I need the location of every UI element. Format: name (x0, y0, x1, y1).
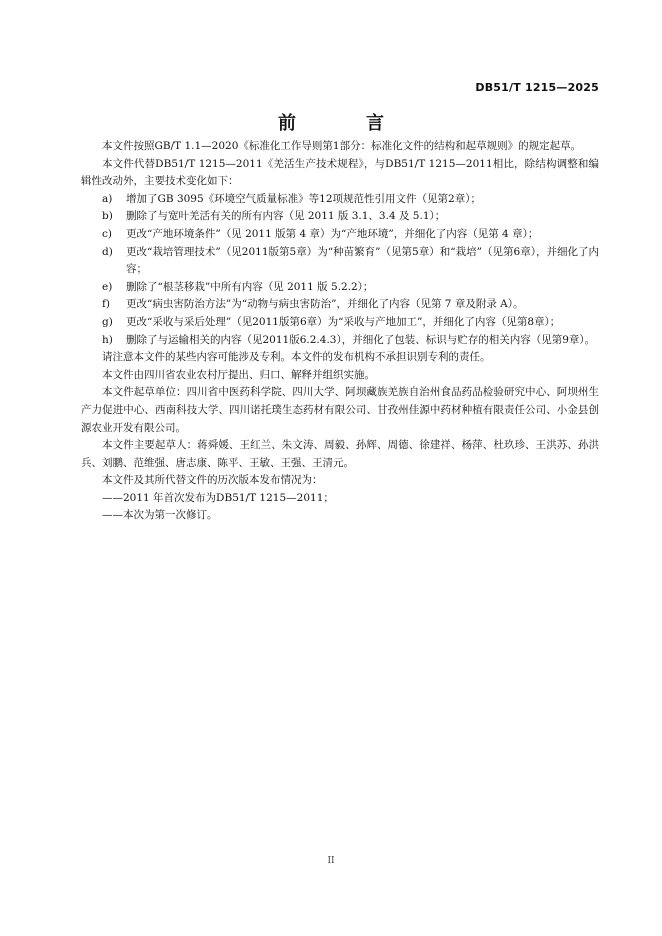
list-item-label: d) (102, 245, 113, 258)
list-item-label: a) (102, 192, 113, 205)
document-body (81, 138, 599, 525)
document-code: DB51/T 1215—2025 (475, 81, 599, 94)
list-item-text: 更改“产地环境条件”（见 2011 版第 4 章）为“产地环境”，并细化了内容（见第 4 章）； (126, 227, 539, 240)
list-item (81, 226, 599, 244)
list-item (81, 279, 599, 297)
list-item-label: e) (102, 280, 113, 293)
list-item (81, 191, 599, 209)
list-item-label: f) (102, 298, 110, 311)
change-list (81, 191, 599, 349)
list-item-label: g) (102, 315, 113, 328)
list-item (81, 208, 599, 226)
intro-paragraph: 本文件按照GB/T 1.1—2020《标准化工作导则第1部分：标准化文件的结构和起草规则》的规定起草。 (102, 140, 582, 152)
list-item (81, 296, 599, 314)
list-item (81, 314, 599, 332)
list-item-text: 删除了与运输相关的内容（见2011版6.2.4.3），并细化了包装、标识与贮存的相关内容（见第9章）。 (126, 333, 596, 346)
list-item-text: 更改“病虫害防治方法”为“动物与病虫害防治”，并细化了内容（见第 7 章及附录 A）。 (126, 298, 524, 311)
list-item (81, 332, 599, 350)
list-item (81, 244, 599, 279)
list-item-text: 删除了“根茎移栽”中所有内容（见 2011 版 5.2.2）； (126, 280, 374, 293)
proposer-paragraph: 本文件由四川省农业农村厅提出、归口、解释并组织实施。 (102, 368, 375, 381)
page-number: II (327, 856, 335, 866)
drafting-units-paragraph: 本文件起草单位：四川省中医药科学院、四川大学、阿坝藏族羌族自治州食品药品检验研究中心、阿坝州生产力促进中心、西南科技大学、四川诺托璞生态药材有限公司、甘孜州佳源中药材种植有限责任公司、小金县创源农业开发有限公司。 (81, 386, 599, 434)
list-item-label: h) (102, 333, 113, 346)
list-item-text: 删除了与宽叶羌活有关的所有内容（见 2011 版 3.1、3.4 及 5.1）； (126, 210, 446, 223)
page-title: 前 言 (278, 113, 410, 134)
intro-paragraph: 本文件代替DB51/T 1215—2011《羌活生产技术规程》，与DB51/T 1215—2011相比，除结构调整和编辑性改动外，主要技术变化如下： (81, 157, 599, 188)
patent-notice: 请注意本文件的某些内容可能涉及专利。本文件的发布机构不承担识别专利的责任。 (102, 351, 491, 364)
list-item-text: 更改“栽培管理技术”（见2011版第5章）为“种苗繁育”（见第5章）和“栽培”（见第6章），并细化了内容； (126, 245, 599, 276)
list-item-label: b) (102, 210, 113, 223)
list-item-text: 增加了GB 3095《环境空气质量标准》等12项规范性引用文件（见第2章）； (126, 192, 481, 205)
list-item-label: c) (102, 227, 112, 240)
history-item: ——2011 年首次发布为DB51/T 1215—2011； (102, 491, 334, 504)
list-item-text: 更改“采收与采后处理”（见2011版第6章）为“采收与产地加工”，并细化了内容（见第8章）； (126, 315, 561, 328)
history-item: ——本次为第一次修订。 (102, 509, 218, 522)
history-intro: 本文件及其所代替文件的历次版本发布情况为： (102, 474, 323, 487)
drafters-paragraph: 本文件主要起草人：蒋舜媛、王红兰、朱文涛、周毅、孙辉、周德、徐建祥、杨萍、杜玖珍、王洪苏、孙洪兵、刘鹏、范维强、唐志康、陈平、王敏、王强、王清元。 (81, 439, 599, 469)
